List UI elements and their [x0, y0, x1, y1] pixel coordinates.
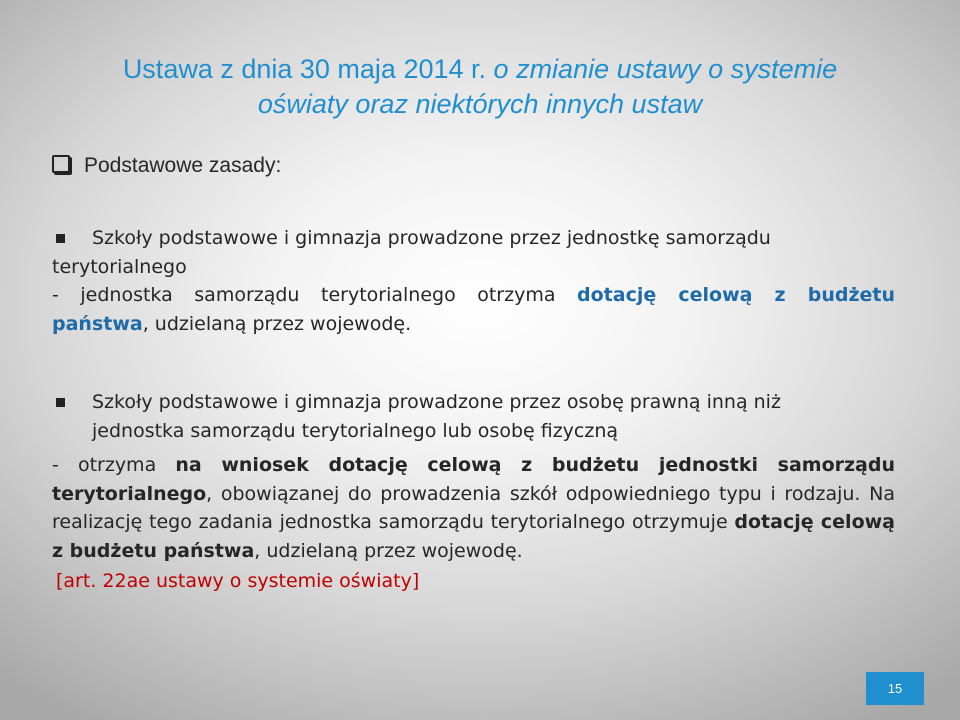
point-2: [52, 388, 895, 596]
page-number: 15: [887, 681, 903, 696]
point-1: [52, 224, 895, 338]
section-heading-text: Podstawowe zasady:: [84, 154, 282, 177]
checkbox-bullet-icon: [52, 155, 70, 173]
legal-reference: [art. 22ae ustawy o systemie oświaty]: [56, 570, 420, 592]
point-1-line-2: terytorialnego: [52, 255, 187, 278]
point-2-text-1: , obowiązanej do prowadzenia szkół odpowiedniego typu i rodzaju. Na realizację tego zadania jednostka samorządu terytorialnego otrzymuje: [52, 482, 895, 533]
point-1-header: [52, 224, 895, 253]
title-act-subject-part2: oświaty oraz niektórych innych ustaw: [257, 89, 703, 119]
point-1-line-3: [52, 281, 895, 310]
title-act-subject-part1: o zmianie ustawy o systemie: [493, 54, 838, 84]
point-1-text: - jednostka samorządu terytorialnego otrzyma: [52, 284, 556, 306]
section-heading: [52, 152, 281, 180]
square-bullet-icon: [56, 398, 65, 407]
point-2-prefix: - otrzyma: [52, 454, 157, 476]
point-2-intro: [92, 388, 781, 445]
point-1-line-1: Szkoły podstawowe i gimnazja prowadzone przez jednostkę samorządu: [92, 227, 771, 249]
point-1-text-2: , udzielaną przez wojewodę.: [142, 312, 412, 335]
point-2-line-1: Szkoły podstawowe i gimnazja prowadzone przez osobę prawną inną niż: [92, 391, 781, 413]
point-2-emphasis-2: dotację celową z budżetu państwa: [52, 511, 895, 562]
point-2-paragraph: [52, 451, 895, 565]
page-number-badge: [866, 672, 924, 705]
point-2-line-2: jednostka samorządu terytorialnego lub osobę fizyczną: [92, 419, 619, 442]
title-line-1: [0, 52, 960, 87]
point-2-header: [52, 388, 895, 445]
point-1-emphasis: dotację celową z budżetu: [577, 284, 895, 306]
point-2-emphasis-1: na wniosek dotację celową z budżetu jednostki samorządu terytorialnego: [52, 454, 895, 505]
point-1-emphasis-2: państwa: [52, 312, 143, 335]
title-act-date: Ustawa z dnia 30 maja 2014 r.: [122, 54, 487, 84]
slide-title: [0, 52, 960, 122]
point-2-text-2: , udzielaną przez wojewodę.: [254, 539, 523, 562]
square-bullet-icon: [56, 234, 65, 243]
point-1-line-4: [52, 310, 895, 339]
